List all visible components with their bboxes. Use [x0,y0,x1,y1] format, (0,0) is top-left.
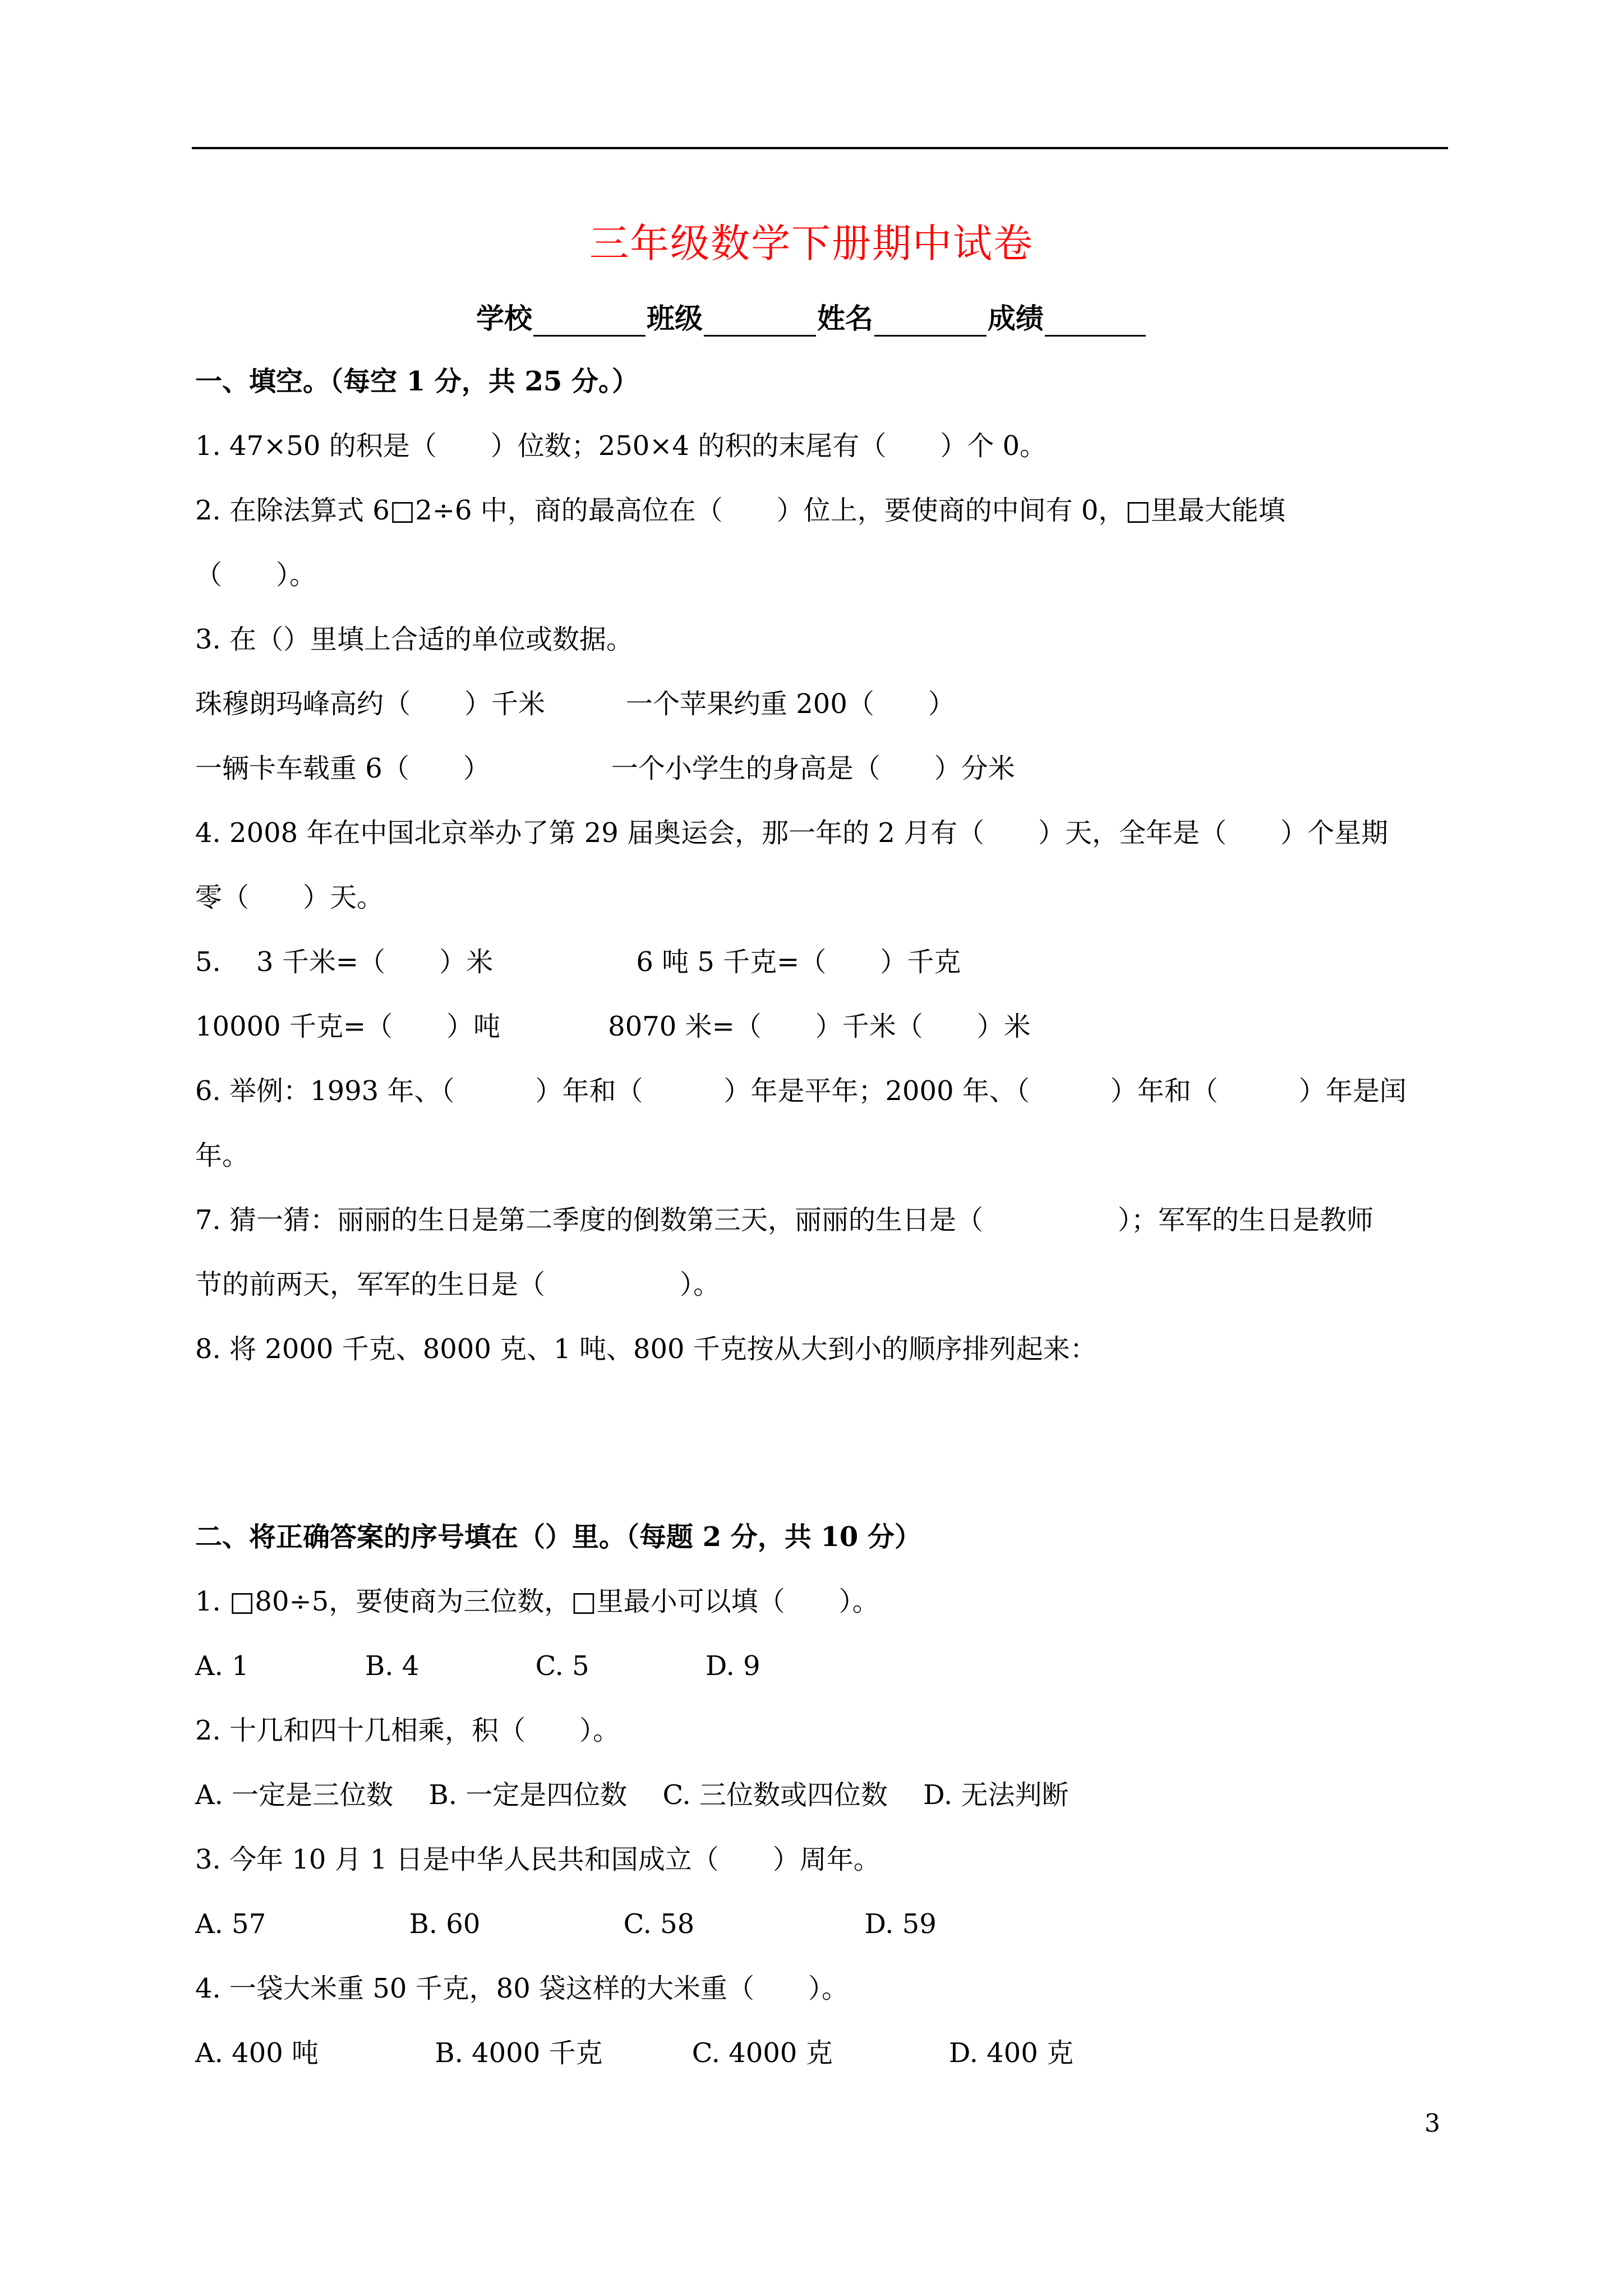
school-label: 学校 [476,302,532,335]
s1-line-1: 1. 47×50 的积是（ ）位数；250×4 的积的末尾有（ ）个 0。 [195,430,1047,462]
s1-line-2: 2. 在除法算式 6□2÷6 中，商的最高位在（ ）位上，要使商的中间有 0，□里最大能填 [195,495,1285,526]
s1-line-6: 一辆卡车载重 6（ ） 一个小学生的身高是（ ）分米 [195,753,1015,784]
s2-line-5: 3. 今年 10 月 1 日是中华人民共和国成立（ ）周年。 [195,1844,880,1875]
s2-line-2: A. 1 B. 4 C. 5 D. 9 [195,1650,760,1682]
score-blank [1045,302,1146,337]
s2-line-1: 1. □80÷5，要使商为三位数，□里最小可以填（ ）。 [195,1586,879,1617]
s1-line-8: 零（ ）天。 [195,882,384,913]
s2-line-7: 4. 一袋大米重 50 千克，80 袋这样的大米重（ ）。 [195,1973,849,2004]
s1-line-5: 珠穆朗玛峰高约（ ）千米 一个苹果约重 200（ ） [195,688,955,720]
s1-line-12: 年。 [195,1140,250,1171]
s1-line-15: 8. 将 2000 千克、8000 克、1 吨、800 千克按从大到小的顺序排列起来： [195,1333,1097,1365]
page-number: 3 [1424,2109,1440,2138]
s1-line-10: 10000 千克=（ ）吨 8070 米=（ ）千米（ ）米 [195,1011,1031,1042]
s2-line-6: A. 57 B. 60 C. 58 D. 59 [195,1908,937,1940]
s1-line-13: 7. 猜一猜：丽丽的生日是第二季度的倒数第三天，丽丽的生日是（ ）；军军的生日是教师 [195,1204,1374,1236]
s1-line-9: 5. 3 千米=（ ）米 6 吨 5 千克=（ ）千克 [195,946,961,978]
student-info-line [0,296,1623,337]
s2-line-8: A. 400 吨 B. 4000 千克 C. 4000 克 D. 400 克 [195,2037,1074,2069]
school-blank [533,302,645,337]
section1-heading: 一、填空。（每空 1 分，共 25 分。） [195,366,639,397]
s1-line-14: 节的前两天，军军的生日是（ ）。 [195,1269,721,1300]
s1-line-4: 3. 在（）里填上合适的单位或数据。 [195,624,634,655]
section2-heading: 二、将正确答案的序号填在（）里。（每题 2 分，共 10 分） [195,1521,922,1553]
class-blank [704,302,816,337]
page-title: 三年级数学下册期中试卷 [589,220,1034,266]
score-label: 成绩 [988,302,1044,335]
name-blank [874,302,986,337]
name-label: 姓名 [817,302,873,335]
s1-line-7: 4. 2008 年在中国北京举办了第 29 届奥运会，那一年的 2 月有（ ）天，全年是（ ）个星期 [195,817,1389,849]
s1-line-3: （ ）。 [195,559,317,591]
header-rule [192,147,1448,149]
s2-line-3: 2. 十几和四十几相乘，积（ ）。 [195,1715,620,1746]
class-label: 班级 [647,302,703,335]
s1-line-11: 6. 举例：1993 年、（ ）年和（ ）年是平年；2000 年、（ ）年和（ ）年是闰 [195,1075,1407,1107]
s2-line-4: A. 一定是三位数 B. 一定是四位数 C. 三位数或四位数 D. 无法判断 [195,1779,1069,1811]
